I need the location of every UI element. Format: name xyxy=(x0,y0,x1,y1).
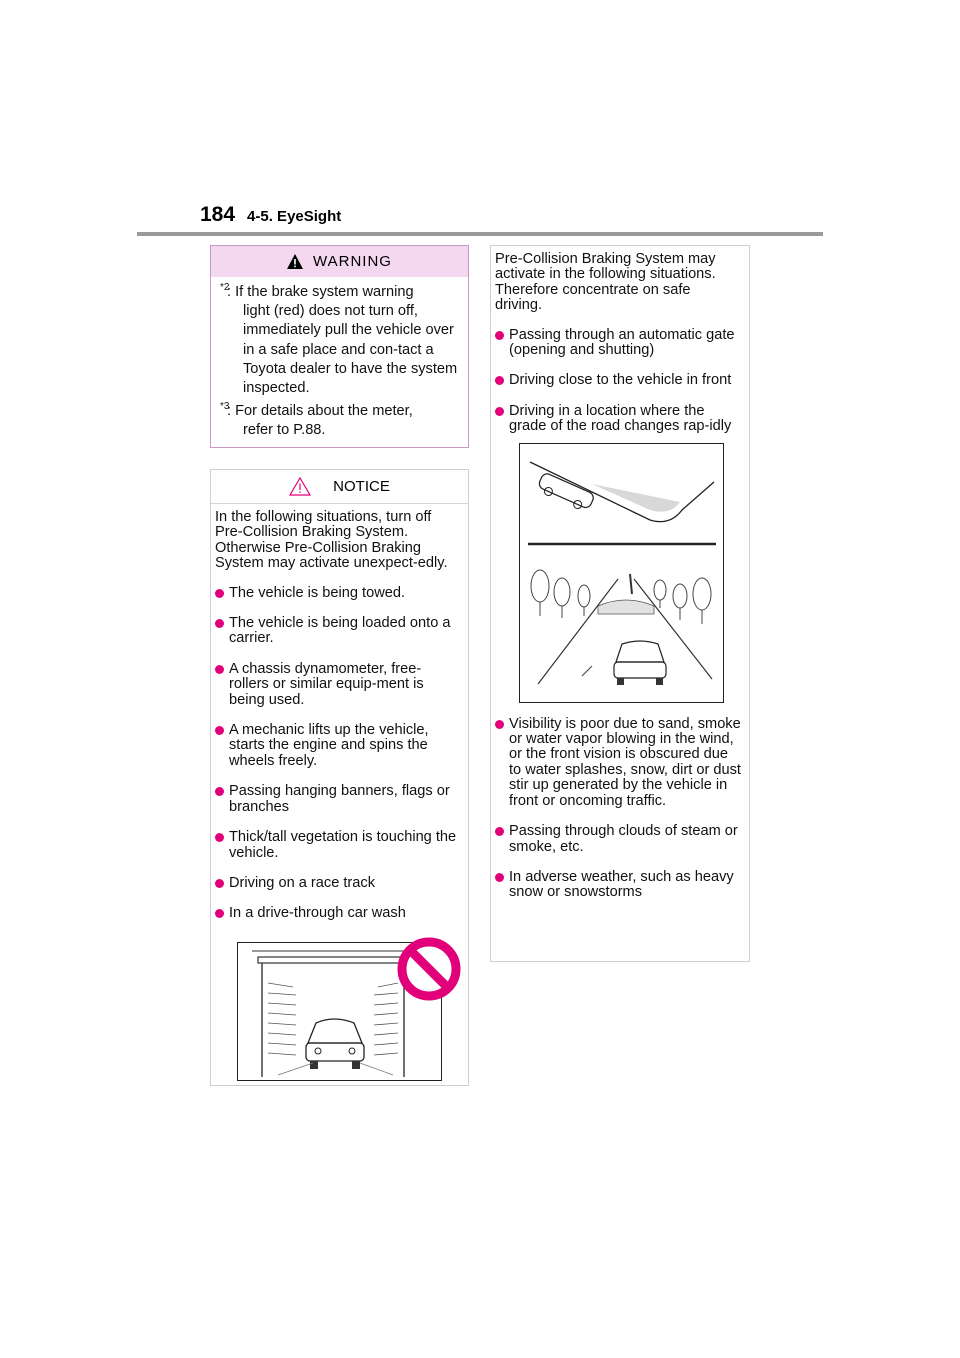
car-wash-illustration xyxy=(237,942,442,1081)
list-item: Passing through an automatic gate (opening and shutting) xyxy=(495,328,741,359)
list-item: A mechanic lifts up the vehicle, starts the engine and spins the wheels freely. xyxy=(215,723,460,769)
activation-intro: Pre-Collision Braking System may activate in the following situations. Therefore concentrate on safe driving. xyxy=(495,251,716,314)
list-item: Visibility is poor due to sand, smoke or water vapor blowing in the wind, or the front vision is obscured due to water splashes, snow, dirt or dust stir up generated by the vehicle in front or oncoming traffic. xyxy=(495,717,741,809)
list-item: Passing hanging banners, flags or branches xyxy=(215,784,460,815)
list-item: Passing through clouds of steam or smoke, etc. xyxy=(495,824,741,855)
section-title: 4-5. EyeSight xyxy=(247,208,342,225)
footnote-mark: *3 xyxy=(220,401,230,413)
prohibited-icon xyxy=(397,937,461,1001)
road-grade-illustration xyxy=(519,443,724,703)
footnote-lead: : For details about the meter, xyxy=(227,403,413,420)
list-item: The vehicle is being loaded onto a carrier. xyxy=(215,616,460,647)
warning-body xyxy=(211,277,468,441)
footnote-text: light (red) does not turn off, immediately pull the vehicle over in a safe place and con-tact a Toyota dealer to have the system inspected. xyxy=(243,303,458,397)
list-item: A chassis dynamometer, free-rollers or similar equip-ment is being used. xyxy=(215,662,460,708)
list-item: In adverse weather, such as heavy snow or snowstorms xyxy=(495,870,741,901)
notice-header xyxy=(211,470,468,504)
list-item: Thick/tall vegetation is touching the vehicle. xyxy=(215,830,460,861)
notice-title: NOTICE xyxy=(333,478,390,495)
list-item: Driving close to the vehicle in front xyxy=(495,373,741,388)
list-item: Driving in a location where the grade of the road changes rap-idly xyxy=(495,404,741,435)
notice-triangle-icon xyxy=(289,477,311,496)
list-item: The vehicle is being towed. xyxy=(215,586,460,601)
page-header xyxy=(200,203,341,233)
footnote-text: refer to P.88. xyxy=(243,422,326,439)
footnote-mark: *2 xyxy=(220,282,230,293)
footnote-3 xyxy=(220,402,460,440)
notice-intro: In the following situations, turn off Pre-Collision Braking System. Otherwise Pre-Collision Braking System may activate unexpect-edly. xyxy=(215,509,448,572)
footnote-lead: : If the brake system warning xyxy=(227,284,414,300)
warning-header xyxy=(211,246,468,277)
list-item: In a drive-through car wash xyxy=(215,906,460,921)
notice-box xyxy=(210,469,469,1086)
activation-situations-box xyxy=(490,245,750,962)
notice-body xyxy=(211,504,468,922)
page-number: 184 xyxy=(200,203,236,226)
header-rule xyxy=(137,232,823,236)
activation-body xyxy=(491,246,749,435)
road-grade-drawing xyxy=(520,444,722,701)
warning-title: WARNING xyxy=(313,253,392,270)
activation-body-continued xyxy=(491,703,749,901)
warning-box xyxy=(210,245,469,448)
footnote-2 xyxy=(220,283,460,398)
warning-triangle-icon xyxy=(287,254,303,269)
list-item: Driving on a race track xyxy=(215,876,460,891)
